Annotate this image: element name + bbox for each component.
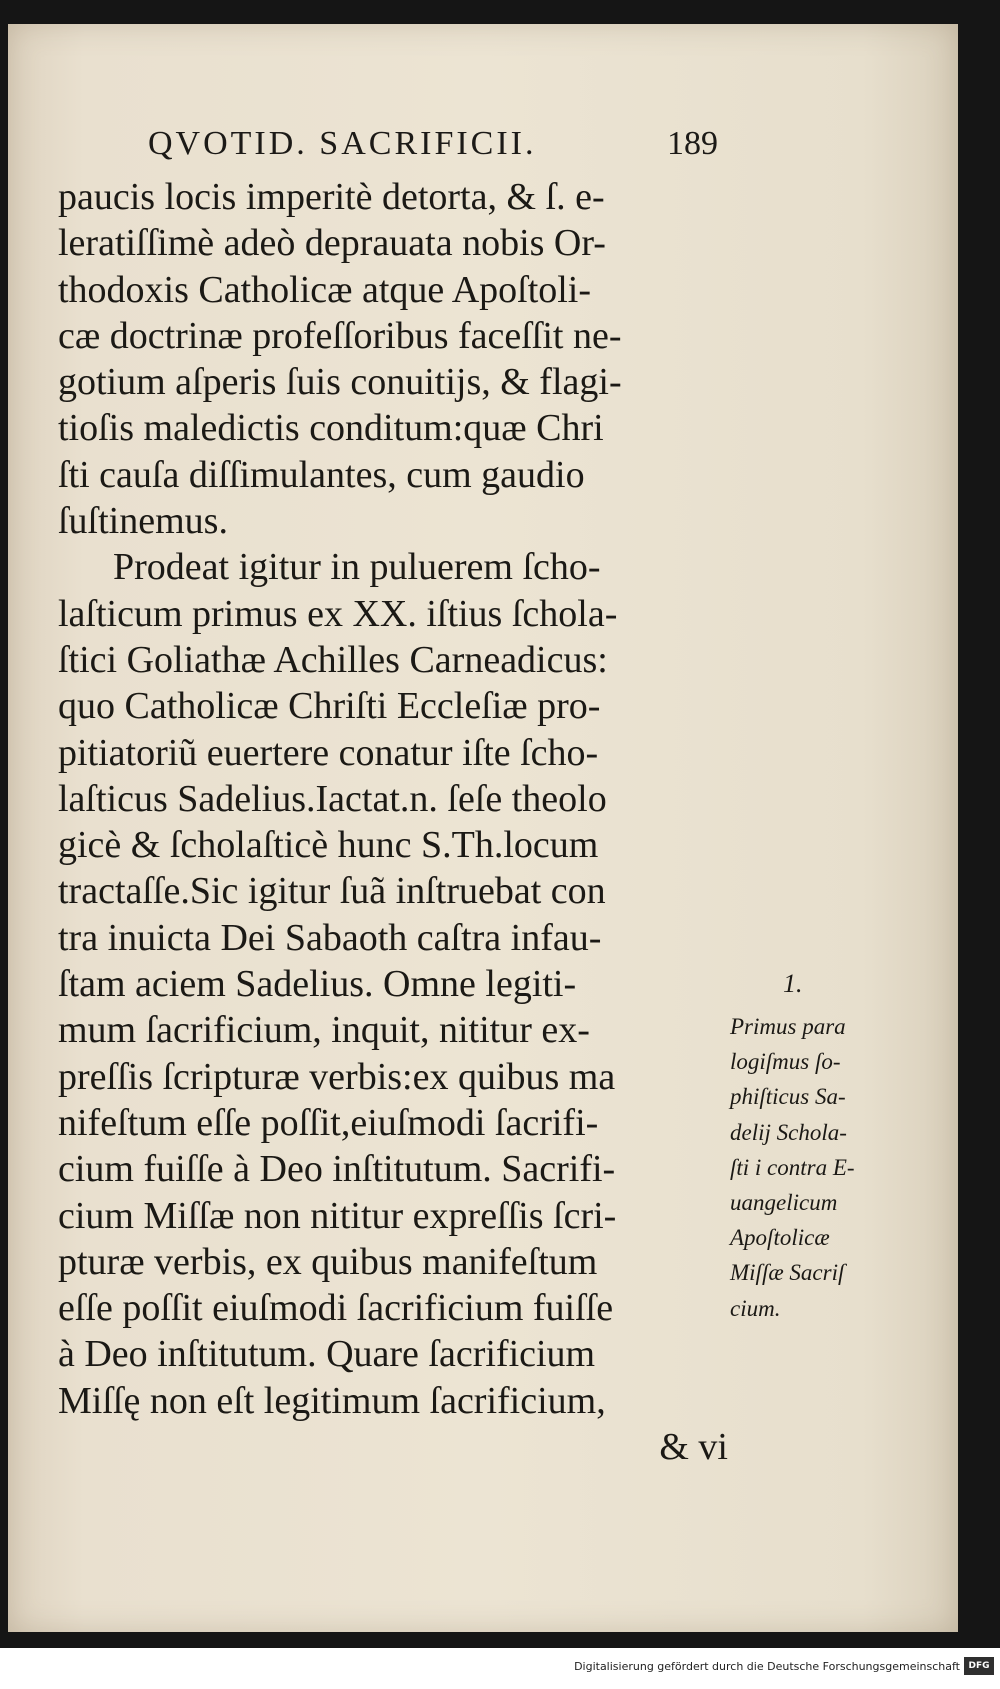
catchword: & vi	[659, 1426, 728, 1469]
paragraph-start-line: Prodeat igitur in puluerem ſcho-	[113, 546, 601, 589]
dfg-logo: DFG	[964, 1657, 994, 1675]
text-line: tra inuicta Dei Sabaoth caſtra infau-	[58, 916, 602, 959]
margin-note-line: phiſticus Sa-	[730, 1084, 846, 1110]
margin-note-number: 1.	[783, 969, 803, 998]
text-line: cium Miſſæ non nititur expreſſis ſcri-	[58, 1194, 617, 1237]
margin-note-line: ſti i contra E-	[730, 1154, 855, 1180]
text-line: pturæ verbis, ex quibus manifeſtum	[58, 1240, 598, 1283]
running-head-title: QVOTID. SACRIFICII.	[148, 125, 537, 162]
text-line: gotium aſperis ſuis conuitijs, & flagi-	[58, 361, 622, 404]
text-line: laſticus Sadelius.Iactat.n. ſeſe theolo	[58, 777, 607, 820]
margin-note-line: cium.	[730, 1295, 781, 1321]
text-line: preſſis ſcripturæ verbis:ex quibus ma	[58, 1055, 616, 1098]
text-line: ſti cauſa diſſimulantes, cum gaudio	[58, 453, 585, 496]
page-number: 189	[667, 125, 718, 162]
text-line: leratiſſimè adeò deprauata nobis Or-	[58, 222, 606, 265]
text-line: thodoxis Catholicæ atque Apoſtoli-	[58, 268, 592, 311]
text-line: cæ doctrinæ profeſſoribus faceſſit ne-	[58, 314, 622, 357]
margin-note-line: Apoſtolicæ	[730, 1225, 830, 1251]
text-line: eſſe poſſit eiuſmodi ſacrificium fuiſſe	[58, 1287, 614, 1330]
text-line: gicè & ſcholaſticè hunc S.Th.locum	[58, 824, 599, 867]
running-head	[148, 125, 718, 163]
margin-note	[730, 1009, 900, 1326]
text-line: ſuſtinemus.	[58, 500, 228, 543]
margin-note-line: Miſſæ Sacriſ	[730, 1260, 845, 1286]
digitization-footer	[0, 1648, 1000, 1689]
text-line: nifeſtum eſſe poſſit,eiuſmodi ſacrifi-	[58, 1101, 599, 1144]
margin-note-line: logiſmus ſo-	[730, 1049, 841, 1075]
text-line: laſticum primus ex XX. iſtius ſchola-	[58, 592, 618, 635]
text-line: ſtici Goliathæ Achilles Carneadicus:	[58, 638, 608, 681]
text-line: tractaſſe.Sic igitur ſuã inſtruebat con	[58, 870, 606, 913]
body-text	[58, 174, 738, 1470]
text-line: cium fuiſſe à Deo inſtitutum. Sacrifi-	[58, 1148, 616, 1191]
text-line: pitiatoriũ euertere conatur iſte ſcho-	[58, 731, 599, 774]
text-line: paucis locis imperitè detorta, & ſ. e-	[58, 176, 605, 218]
text-line: ſtam aciem Sadelius. Omne legiti-	[58, 963, 577, 1006]
text-line: quo Catholicæ Chriſti Eccleſiæ pro-	[58, 685, 601, 728]
text-line: mum ſacrificium, inquit, nititur ex-	[58, 1009, 590, 1052]
text-line: tioſis maledictis conditum:quæ Chri	[58, 407, 604, 450]
margin-note-line: uangelicum	[730, 1189, 838, 1215]
funding-credit: Digitalisierung gefördert durch die Deutsche Forschungsgemeinschaft	[574, 1660, 960, 1673]
margin-note-line: Primus para	[730, 1014, 846, 1039]
text-line: Miſſę non eſt legitimum ſacrificium,	[58, 1379, 606, 1422]
book-page	[8, 24, 958, 1632]
margin-note-line: delij Schola-	[730, 1119, 847, 1145]
text-line: à Deo inſtitutum. Quare ſacrificium	[58, 1333, 596, 1376]
